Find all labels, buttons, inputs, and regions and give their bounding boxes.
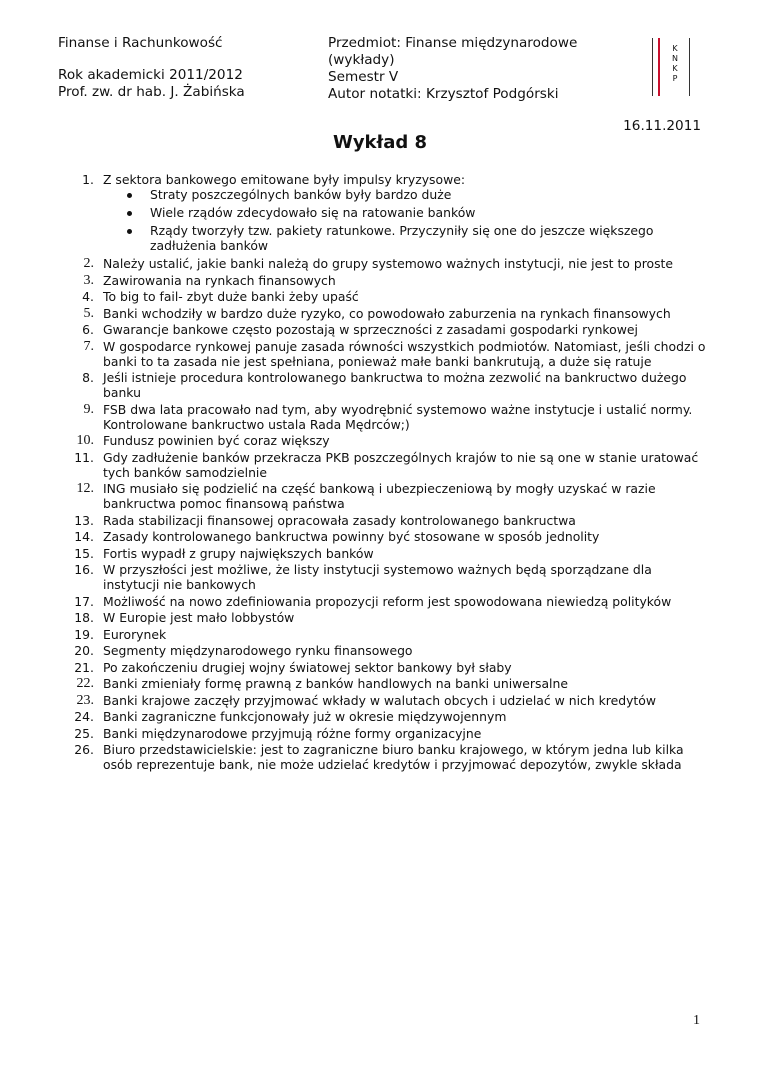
item-text: Fundusz powinien być coraz większy	[103, 433, 330, 448]
list-item	[58, 256, 708, 271]
field-of-study: Finanse i Rachunkowość	[58, 35, 223, 51]
item-number: 9.	[83, 401, 94, 417]
lecturer: Prof. zw. dr hab. J. Żabińska	[58, 84, 245, 100]
item-number: 22.	[76, 676, 94, 691]
item-text: To big to fail- zbyt duże banki żeby upaść	[103, 289, 359, 304]
page-title: Wykład 8	[332, 132, 428, 153]
list-item	[58, 709, 708, 724]
item-text: Zawirowania na rynkach finansowych	[103, 272, 336, 288]
item-number: 2.	[83, 256, 94, 271]
item-text: Możliwość na nowo zdefiniowania propozycji reform jest spowodowana niewiedzą polityków	[103, 593, 672, 609]
lecture-date: 16.11.2011	[623, 118, 701, 134]
item-number: 12.	[76, 481, 94, 496]
list-item	[58, 742, 708, 772]
list-item	[58, 610, 708, 625]
logo-letter: K	[672, 64, 678, 73]
list-item	[58, 322, 708, 337]
item-text: Rada stabilizacji finansowej opracowała zasady kontrolowanego bankructwa	[103, 512, 576, 528]
header-right	[328, 35, 577, 103]
logo-letter: N	[672, 54, 678, 63]
item-text: Banki zagraniczne funkcjonowały już w okresie międzywojennym	[103, 709, 507, 724]
item-number: 21.	[74, 659, 94, 675]
list-item	[58, 450, 708, 480]
item-number: 20.	[74, 643, 94, 658]
note-author: Autor notatki: Krzysztof Podgórski	[328, 86, 559, 102]
item-number: 10.	[76, 433, 94, 448]
list-item	[58, 306, 708, 321]
item-number: 23.	[76, 692, 94, 708]
item-number: 24.	[74, 709, 94, 724]
list-item	[58, 513, 708, 528]
item-number: 5.	[83, 305, 94, 321]
item-text: ING musiało się podzielić na część bankową i ubezpieczeniową by mogły uzyskać w razie bankructwa pomoc finansową państwa	[103, 481, 656, 511]
list-item	[58, 562, 708, 592]
logo-letter: K	[672, 44, 678, 53]
header-left-lower	[58, 67, 245, 101]
sub-list-item: Straty poszczególnych banków były bardzo duże	[103, 187, 708, 202]
list-item	[58, 370, 708, 400]
list-item	[58, 594, 708, 609]
notes-list	[58, 172, 708, 774]
list-item	[58, 546, 708, 561]
list-item	[58, 627, 708, 642]
item-number: 16.	[74, 562, 94, 577]
item-text: W gospodarce rynkowej panuje zasada równości wszystkich podmiotów. Natomiast, jeśli chodzi o banki to ta zasada nie jest spełniana, ponieważ małe banki bankrutują, a duże się ratuje	[103, 338, 706, 369]
academic-year: Rok akademicki 2011/2012	[58, 67, 243, 83]
list-item	[58, 433, 708, 448]
list-item	[58, 726, 708, 741]
item-text: Banki międzynarodowe przyjmują różne formy organizacyjne	[103, 725, 482, 741]
item-text: W Europie jest mało lobbystów	[103, 610, 295, 625]
item-number: 14.	[74, 529, 94, 544]
item-number: 17.	[74, 593, 94, 609]
item-text: Eurorynek	[103, 626, 167, 642]
item-text: Należy ustalić, jakie banki należą do grupy systemowo ważnych instytucji, nie jest to proste	[103, 256, 674, 271]
item-number: 6.	[82, 322, 94, 337]
item-text: Biuro przedstawicielskie: jest to zagraniczne biuro banku krajowego, w którym jedna lub kilka osób reprezentuje bank, nie może udzielać kredytów i przyjmować depozytów, zwykle składa	[103, 742, 684, 772]
item-text: Banki wchodziły w bardzo duże ryzyko, co powodowało zaburzenia na rynkach finansowych	[103, 305, 671, 321]
list-item	[58, 676, 708, 691]
item-number: 26.	[74, 742, 94, 757]
list-item	[58, 660, 708, 675]
header-left	[58, 35, 223, 52]
list-item	[58, 402, 708, 432]
sub-list-item: Rządy tworzyły tzw. pakiety ratunkowe. Przyczyniły się one do jeszcze większego zadłużenia banków	[103, 223, 708, 253]
list-item	[58, 643, 708, 658]
list-item	[58, 693, 708, 708]
item-text: Gdy zadłużenie banków przekracza PKB poszczególnych krajów to nie są one w stanie uratować tych banków samodzielnie	[103, 449, 699, 480]
semester: Semestr V	[328, 69, 399, 85]
list-item	[58, 529, 708, 544]
item-number: 11.	[74, 449, 94, 465]
subject-type: (wykłady)	[328, 52, 395, 68]
sub-list	[103, 187, 708, 253]
item-number: 1.	[82, 172, 94, 187]
list-item	[58, 289, 708, 304]
item-text: FSB dwa lata pracowało nad tym, aby wyodrębnić systemowo ważne instytucje i ustalić normy. Kontrolowane bankructwo ustala Rada Mędrców;)	[103, 401, 693, 432]
list-item	[58, 273, 708, 288]
subject: Przedmiot: Finanse międzynarodowe	[328, 35, 578, 51]
item-number: 7.	[83, 338, 94, 354]
knkp-logo	[652, 38, 692, 96]
item-number: 15.	[74, 545, 94, 561]
item-text: Gwarancje bankowe często pozostają w sprzeczności z zasadami gospodarki rynkowej	[103, 322, 638, 337]
item-text: Jeśli istnieje procedura kontrolowanego bankructwa to można zezwolić na bankructwo dużego banku	[103, 370, 687, 400]
item-number: 18.	[74, 610, 94, 625]
item-text: Banki krajowe zaczęły przyjmować wkłady w walutach obcych i udzielać w nich kredytów	[103, 692, 657, 708]
sub-list-item: Wiele rządów zdecydowało się na ratowanie banków	[103, 205, 708, 220]
list-item	[58, 339, 708, 369]
list-item	[58, 481, 708, 511]
item-number: 13.	[74, 512, 94, 528]
item-text: W przyszłości jest możliwe, że listy instytucji systemowo ważnych będą sporządzane dla instytucji nie bankowych	[103, 562, 652, 592]
item-text: Po zakończeniu drugiej wojny światowej sektor bankowy był słaby	[103, 659, 512, 675]
item-number: 4.	[82, 289, 94, 304]
list-item	[58, 172, 708, 253]
page-number: 1	[693, 1013, 700, 1028]
item-text: Banki zmieniały formę prawną z banków handlowych na banki uniwersalne	[103, 676, 568, 691]
logo-letter: P	[672, 74, 678, 83]
item-number: 25.	[74, 725, 94, 741]
item-number: 8.	[82, 370, 94, 385]
item-number: 19.	[74, 626, 94, 642]
item-number: 3.	[83, 272, 94, 288]
item-text: Segmenty międzynarodowego rynku finansowego	[103, 643, 413, 658]
item-text: Fortis wypadł z grupy największych banków	[103, 545, 374, 561]
item-text: Zasady kontrolowanego bankructwa powinny być stosowane w sposób jednolity	[103, 529, 600, 544]
item-text: Z sektora bankowego emitowane były impulsy kryzysowe:	[103, 172, 466, 187]
